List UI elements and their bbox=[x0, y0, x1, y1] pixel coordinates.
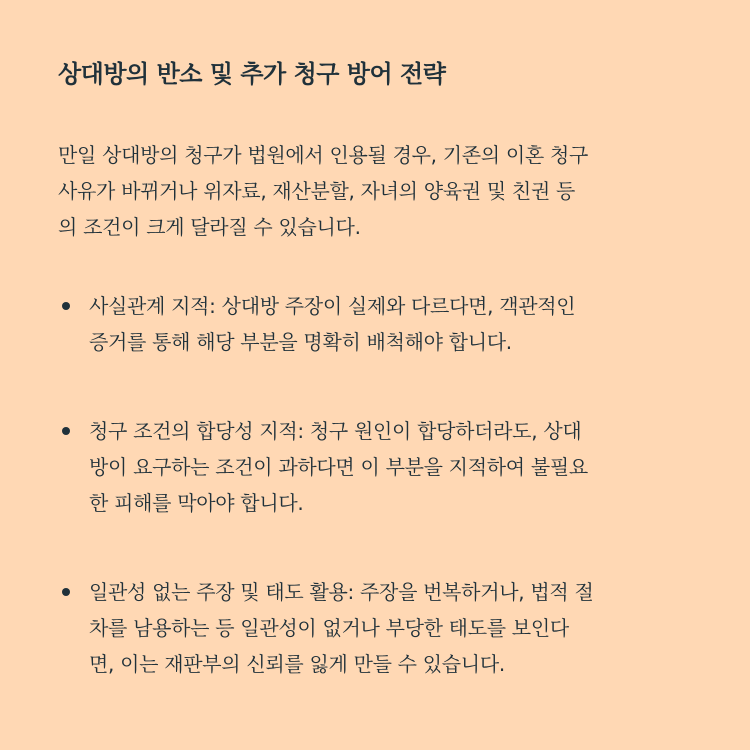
page-title: 상대방의 반소 및 추가 청구 방어 전략 bbox=[58, 60, 446, 88]
intro-line: 사유가 바뀌거나 위자료, 재산분할, 자녀의 양육권 및 친권 등 bbox=[58, 179, 576, 203]
bullet-dot-icon bbox=[62, 588, 70, 596]
intro-line: 만일 상대방의 청구가 법원에서 인용될 경우, 기존의 이혼 청구 bbox=[58, 143, 589, 167]
strategy-list-item bbox=[58, 413, 692, 521]
bullet-line: 증거를 통해 해당 부분을 명확히 배척해야 합니다. bbox=[89, 330, 512, 354]
strategy-list-item bbox=[58, 574, 692, 682]
strategy-list bbox=[58, 288, 692, 682]
intro-line: 의 조건이 크게 달라질 수 있습니다. bbox=[58, 215, 361, 239]
bullet-line: 청구 조건의 합당성 지적: 청구 원인이 합당하더라도, 상대 bbox=[89, 419, 582, 443]
intro-paragraph bbox=[58, 137, 692, 245]
bullet-line: 차를 남용하는 등 일관성이 없거나 부당한 태도를 보인다 bbox=[89, 616, 569, 640]
bullet-dot-icon bbox=[62, 302, 70, 310]
bullet-line: 방이 요구하는 조건이 과하다면 이 부분을 지적하여 불필요 bbox=[89, 455, 588, 479]
strategy-list-item bbox=[58, 288, 692, 360]
bullet-line: 일관성 없는 주장 및 태도 활용: 주장을 번복하거나, 법적 절 bbox=[89, 580, 594, 604]
bullet-dot-icon bbox=[62, 427, 70, 435]
bullet-line: 한 피해를 막아야 합니다. bbox=[89, 491, 304, 515]
bullet-line: 면, 이는 재판부의 신뢰를 잃게 만들 수 있습니다. bbox=[89, 652, 505, 676]
bullet-line: 사실관계 지적: 상대방 주장이 실제와 다르다면, 객관적인 bbox=[89, 294, 576, 318]
